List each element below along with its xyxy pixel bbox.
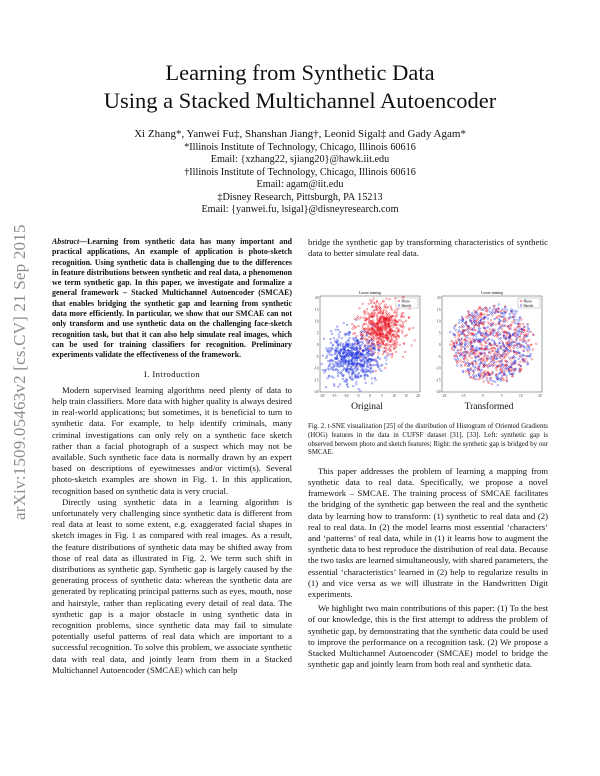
legend-sketch: Sketch (523, 304, 534, 309)
figure-2 (308, 259, 548, 421)
continued-paragraph: bridge the synthetic gap by transforming characteristics of synthetic data to better simulate real data. (308, 237, 548, 259)
y-tick-label: 10 (314, 320, 319, 325)
y-tick-label: 0 (316, 343, 319, 348)
tsne-original-svg (310, 290, 424, 400)
arxiv-identifier-stamp: arXiv:1509.05463v2 [cs.CV] 21 Sep 2015 (10, 224, 29, 520)
plot-title: Lscore training (359, 291, 381, 296)
y-tick-label: -15 (435, 378, 441, 383)
right-paragraph-1: This paper addresses the problem of learning a mapping from synthetic data to real data. Specifically, we propose a novel framework – SMCAE. The training process of SMCAE facilitates the bridging of the synthetic gap between the real and the synthetic data by learning how to transform: (1) synthetic to real data and (2) real to real data. In (2) the model learns most essential ‘characters’ and ‘patterns’ of real data, while in (1) it learns how to augment the synthetic data to best reproduce the distribution of real data. Because the two tasks are learned simultaneously, with shared parameters, the essential ‘characteristics’ learned in (2) help to regularize results in (1) and vice versa as we will illustrate in the Handwritten Digit experiments. (308, 465, 548, 600)
email-3: Email: {yanwei.fu, lsigal}@disneyresearch.com (201, 204, 399, 215)
right-paragraph-2: We highlight two main contributions of this paper: (1) To the best of our knowledge, this is the first attempt to address the problem of synthetic gap, by demonstrating that the synthetic data could be used to improve the performance on a recognition task. (2) We propose a Stacked Multichannel Autoencoder (SMCAE) model to bridge the synthetic gap and jointly learn from both real and synthetic data. (308, 603, 548, 670)
intro-paragraph-1: Modern supervised learning algorithms need plenty of data to help train classifiers. More data with higher quality is always desired in real-world applications; but sometimes, it is beneficial to turn to synthetic data. For example, to help identify criminals, many criminal investigations can only rely on a synthetic face sketch rather than a facial photograph of a suspect which may not be available. Such synthetic face data is normally drawn by an expert based on descriptions of eyewitnesses and/or victim(s). Several photo-sketch examples are shown in Fig. 1. In this application, recognition based on synthetic data is very crucial. (52, 384, 292, 496)
y-tick-label: 20 (314, 296, 319, 301)
plot-frame (320, 296, 420, 392)
x-tick-label: 0 (369, 394, 371, 399)
x-tick-label: -15 (331, 394, 337, 399)
left-column (52, 237, 292, 676)
x-tick-label: -25 (441, 394, 447, 399)
title-line-2: Using a Stacked Multichannel Autoencoder (103, 88, 497, 113)
abstract-label: Abstract (52, 237, 80, 246)
y-tick-label: 20 (436, 296, 441, 301)
paper-title (60, 59, 540, 115)
section-heading-introduction: I. Introduction (143, 368, 201, 379)
legend (396, 298, 418, 308)
y-tick-label: 0 (438, 343, 441, 348)
x-tick-label: 25 (538, 394, 542, 399)
title-line-1: Learning from Synthetic Data (165, 60, 435, 85)
y-tick-label: 10 (436, 320, 441, 325)
right-column (308, 237, 548, 670)
x-tick-label: 20 (416, 394, 420, 399)
tsne-transformed-svg (432, 290, 546, 400)
y-tick-label: -5 (437, 355, 441, 360)
y-tick-label: 15 (436, 308, 441, 313)
legend-photo: Photo (523, 299, 532, 304)
y-tick-label: -20 (313, 390, 319, 395)
affiliation-2: †Illinois Institute of Technology, Chicago, Illinois 60616 (184, 166, 416, 178)
x-tick-label: -15 (460, 394, 466, 399)
x-tick-label: 5 (381, 394, 383, 399)
intro-paragraph-2: Directly using synthetic data in a learning algorithm is unfortunately very challenging since synthetic data is different from real data at least to some extent, e.g. exaggerated facial shapes in sketch images in Fig. 1 as compared with real images. As a result, the feature distributions of synthetic data may be shifted away from those of real data as illustrated in Fig. 2. We term such shift in distributions as synthetic gap. Synthetic gap is largely caused by the generating process of synthetic data: whereas the synthetic data are generated by replicating principal patterns such as eyes, mouth, nose and hairstyle, rather than replicating every detail of real data. The synthetic gap is a major obstacle in using synthetic data in recognition problems, since synthetic data may fail to simulate potentially useful patterns of real data which are important to a successful recognition. To solve this problem, we associate synthetic data with real data, and jointly learn from them in a Stacked Multichannel Autoencoder (SMCAE) which can help (52, 496, 292, 675)
legend (518, 298, 540, 308)
affiliation-3: ‡Disney Research, Pittsburgh, PA 15213 (217, 191, 383, 203)
abstract-text: —Learning from synthetic data has many important and practical applications, An example of application is photo-sketch recognition. Using synthetic data is challenging due to the differences in feature distributions between synthetic and real data, a phenomenon we term synthetic gap. In this paper, we investigate and formalize a general framework – Stacked Multichannel Autoencoder (SMCAE) that enables bridging the synthetic gap and learning from synthetic data more efficiently. In particular, we show that our SMCAE can not only transform and use synthetic data on the challenging face-sketch recognition task, but that it can also help simulate real images, which can be used for training classifiers for recognition. Preliminary experiments validate the effectiveness of the framework. (52, 237, 292, 360)
y-tick-label: -10 (435, 367, 441, 372)
label-original: Original (351, 402, 383, 413)
y-tick-label: 5 (316, 331, 319, 336)
y-tick-label: -15 (313, 378, 319, 383)
abstract (52, 237, 292, 361)
x-tick-label: -5 (356, 394, 360, 399)
plot-title: Lscore training (481, 291, 503, 296)
x-tick-label: 15 (404, 394, 408, 399)
x-tick-label: 5 (500, 394, 503, 399)
author-names: Xi Zhang*, Yanwei Fu‡, Shanshan Jiang†, Leonid Sigal‡ and Gady Agam* (134, 128, 466, 140)
x-tick-label: -10 (343, 394, 349, 399)
y-tick-label: -10 (313, 367, 319, 372)
legend-photo: Photo (401, 299, 410, 304)
figure-caption: Fig. 2. t-SNE visualization [25] of the distribution of Histogram of Oriented Gradients (HOG) features in the data in CUFSF dataset [31], [33]. Left: synthetic gap is observed between photo and sketch features; Right: the synthetic gap is bridged by our SMCAE. (308, 423, 548, 457)
tsne-plot-transformed (432, 290, 546, 400)
y-tick-label: -5 (315, 355, 319, 360)
x-tick-label: 10 (392, 394, 396, 399)
y-tick-label: -20 (435, 390, 441, 395)
affiliation-1: *Illinois Institute of Technology, Chicago, Illinois 60616 (184, 141, 416, 153)
y-tick-label: 5 (438, 331, 441, 336)
email-1: Email: {xzhang22, sjiang20}@hawk.iit.edu (210, 154, 390, 165)
x-tick-label: -20 (319, 394, 325, 399)
x-tick-label: -5 (480, 394, 484, 399)
label-transformed: Transformed (464, 402, 514, 413)
legend-sketch: Sketch (401, 304, 412, 309)
email-2: Email: agam@iit.edu (256, 179, 344, 190)
y-tick-label: 15 (314, 308, 319, 313)
tsne-plot-original (310, 290, 424, 400)
author-block (60, 128, 540, 217)
x-tick-label: 15 (519, 394, 523, 399)
